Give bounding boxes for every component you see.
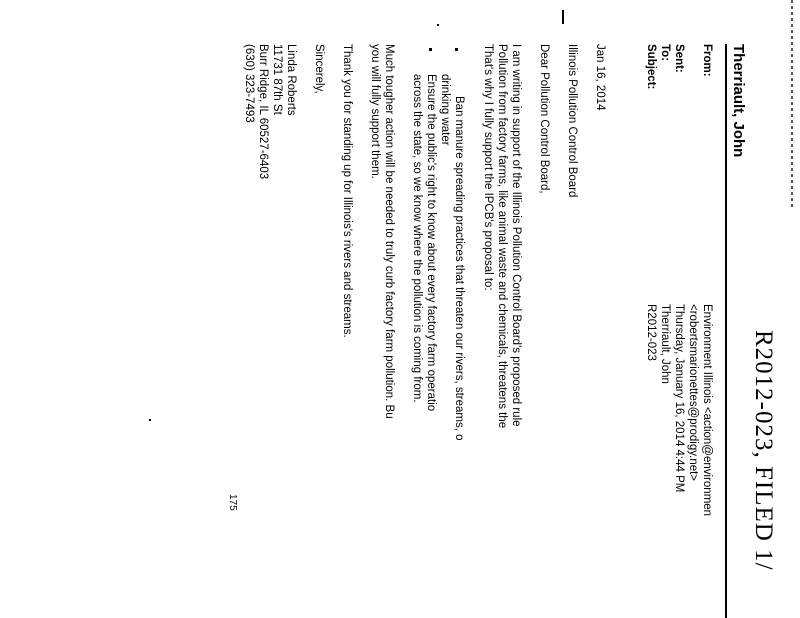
scan-speck (562, 10, 564, 24)
signature-phone: (630) 323-7493 (243, 44, 255, 123)
filing-stamp: R2012-023, FILED 1/ (750, 330, 777, 571)
from-email-value: <robertsmarionettes@prodigy.net> (687, 304, 699, 482)
paragraph-1-line-1: I am writing in support of the Illinois Pollution Control Board's proposed rule (510, 44, 522, 427)
signature-address-city: Burr Ridge, IL 60527-6403 (257, 44, 269, 180)
email-sender-name: Therriault, John (730, 44, 747, 158)
bullet-1-line-2: drinking water (439, 74, 451, 146)
to-label: To: (659, 44, 671, 62)
closing: Sincerely, (313, 44, 325, 94)
header-divider (725, 44, 727, 618)
paragraph-1-line-3: That's why I fully support the IPCB's proposal to: (482, 44, 494, 291)
signature-address-street: 11731 87th St (271, 44, 283, 115)
sent-label: Sent: (673, 44, 685, 73)
scan-speck (149, 419, 151, 421)
bullet-2-line-1: Ensure the public's right to know about every factory farm operatio (425, 74, 437, 412)
bullet-1-line-1: Ban manure spreading practices that threaten our rivers, streams, o (453, 96, 465, 441)
scan-speck (437, 24, 439, 26)
thank-you-line: Thank you for standing up for Illinois's rivers and streams. (341, 44, 353, 338)
to-value: Therriault, John (659, 304, 671, 384)
bullet-1-dot (455, 48, 458, 51)
signature-name: Linda Roberts (285, 44, 297, 116)
letter-salutation: Dear Pollution Control Board, (538, 44, 550, 194)
letter-date: Jan 16, 2014 (594, 44, 606, 111)
sent-value: Thursday, January 16, 2014 4:44 PM (673, 304, 685, 493)
page-number: 175 (227, 494, 238, 511)
letter-recipient: Illinois Pollution Control Board (566, 44, 578, 198)
paragraph-2-line-1: Much tougher action will be needed to truly curb factory farm pollution. Bu (383, 44, 395, 419)
from-value: Environment Illinois <action@environmen (701, 304, 713, 517)
paragraph-1-line-2: Pollution from factory farms, like animal waste and chemicals, threatens the (496, 44, 508, 429)
bullet-2-dot (429, 48, 432, 51)
from-label: From: (701, 44, 713, 77)
subject-value: R2012-023 (645, 304, 657, 361)
subject-label: Subject: (645, 44, 657, 90)
scan-edge-artifact (791, 0, 793, 210)
bullet-2-line-2: across the state, so we know where the pollution is coming from. (411, 74, 423, 403)
paragraph-2-line-2: you will fully support them. (369, 44, 381, 179)
